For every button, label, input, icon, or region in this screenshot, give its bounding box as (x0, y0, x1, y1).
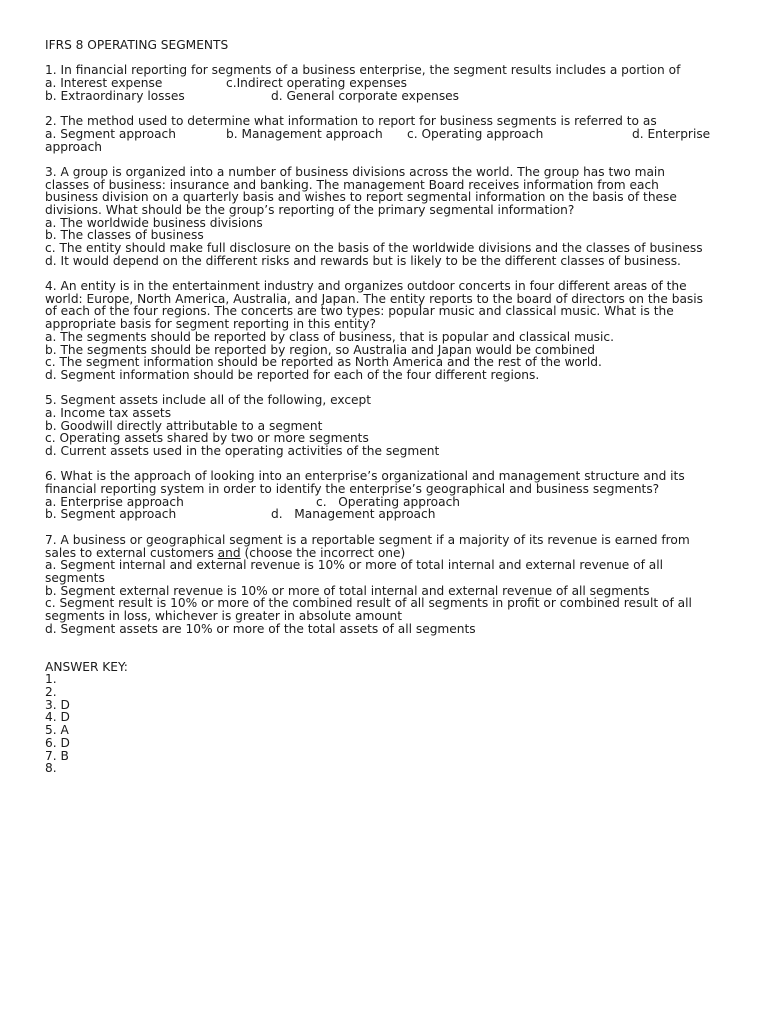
question-7-option-a-line-2: segments (45, 570, 105, 585)
question-1-options-row-1 (45, 77, 735, 90)
question-2-option-b: b. Management approach (226, 126, 383, 141)
question-3-option-b: b. The classes of business (45, 228, 204, 243)
question-4-stem-line-4: appropriate basis for segment reporting in this entity? (45, 317, 376, 332)
question-3-stem-line-3: business division on a quarterly basis and wishes to report segmental information on the basis of these (45, 190, 677, 205)
question-4-option-c: c. The segment information should be reported as North America and the rest of the world. (45, 355, 602, 370)
question-5-option-c: c. Operating assets shared by two or more segments (45, 431, 369, 446)
question-6-options-row-2 (45, 508, 735, 521)
question-2-options-row (45, 128, 735, 141)
question-2-option-c: c. Operating approach (407, 126, 544, 141)
question-1-option-d: d. General corporate expenses (271, 88, 460, 103)
question-4-stem-line-1: 4. An entity is in the entertainment industry and organizes outdoor concerts in four different areas of the (45, 279, 687, 294)
question-7-stem-line-1: 7. A business or geographical segment is a reportable segment if a majority of its revenue is earned from (45, 532, 690, 547)
answer-key-item: 5. A (45, 723, 69, 738)
question-1-option-a: a. Interest expense (45, 76, 163, 91)
answer-key-item: 7. B (45, 748, 69, 763)
question-5-option-a: a. Income tax assets (45, 405, 172, 420)
question-2-stem: 2. The method used to determine what information to report for business segments is referred to as (45, 114, 657, 129)
question-7-option-a-line-1: a. Segment internal and external revenue is 10% or more of total internal and external revenue of all (45, 558, 663, 573)
answer-key-item: 6. D (45, 735, 70, 750)
question-3-stem-line-4: divisions. What should be the group’s reporting of the primary segmental information? (45, 202, 575, 217)
question-6-option-b: b. Segment approach (45, 507, 177, 522)
question-3-option-d: d. It would depend on the different risks and rewards but is likely to be the different classes of business. (45, 253, 681, 268)
question-1-options-row-2 (45, 90, 735, 103)
question-7-stem-post: (choose the incorrect one) (240, 545, 406, 560)
answer-key-item: 3. D (45, 697, 70, 712)
question-2-option-a: a. Segment approach (45, 126, 176, 141)
question-7-stem-pre: sales to external customers (45, 545, 218, 560)
answer-key-item: 8. (45, 761, 57, 776)
question-2-option-d: d. Enterprise (632, 126, 711, 141)
question-6-option-d: d. Management approach (271, 507, 436, 522)
question-7-option-b: b. Segment external revenue is 10% or more of total internal and external revenue of all segments (45, 583, 650, 598)
question-3-option-c: c. The entity should make full disclosure on the basis of the worldwide divisions and the classes of business (45, 241, 703, 255)
question-7-option-d: d. Segment assets are 10% or more of the total assets of all segments (45, 621, 476, 636)
answer-key-item: 2. (45, 685, 57, 700)
question-6-option-a: a. Enterprise approach (45, 494, 184, 509)
question-4-option-d: d. Segment information should be reported for each of the four different regions. (45, 367, 540, 382)
question-3-stem-line-1: 3. A group is organized into a number of business divisions across the world. The group has two main (45, 164, 666, 179)
question-3-stem-line-2: classes of business: insurance and banking. The management Board receives information from each (45, 177, 659, 192)
question-6-stem-line-1: 6. What is the approach of looking into an enterprise’s organizational and management structure and its (45, 469, 685, 484)
question-4-stem-line-3: of each of the four regions. The concerts are two types: popular music and classical music. What is the (45, 304, 674, 319)
question-6-stem-line-2: financial reporting system in order to identify the enterprise’s geographical and business segments? (45, 482, 660, 497)
question-5-stem: 5. Segment assets include all of the following, except (45, 393, 372, 408)
question-1-option-c: c.Indirect operating expenses (226, 76, 407, 91)
question-5-option-b: b. Goodwill directly attributable to a segment (45, 418, 323, 433)
question-3-option-a: a. The worldwide business divisions (45, 215, 263, 230)
answer-key-item: 4. D (45, 710, 70, 725)
document-page (45, 39, 735, 775)
question-4-option-b: b. The segments should be reported by region, so Australia and Japan would be combined (45, 342, 596, 357)
question-7-stem-underlined: and (217, 545, 241, 560)
question-4-option-a: a. The segments should be reported by class of business, that is popular and classical music. (45, 329, 614, 344)
question-1-option-b: b. Extraordinary losses (45, 88, 185, 103)
answer-key-heading: ANSWER KEY: (45, 659, 128, 674)
question-6-option-c: c. Operating approach (316, 494, 461, 509)
document-title: IFRS 8 OPERATING SEGMENTS (45, 38, 229, 52)
question-7-option-c-line-1: c. Segment result is 10% or more of the combined result of all segments in profit or combined result of all (45, 596, 692, 611)
question-2-option-d-continued: approach (45, 139, 103, 154)
question-1-stem: 1. In financial reporting for segments of a business enterprise, the segment results includes a portion of (45, 63, 681, 78)
question-7-option-c-line-2: segments in loss, whichever is greater in absolute amount (45, 608, 403, 623)
question-5-option-d: d. Current assets used in the operating activities of the segment (45, 444, 440, 458)
answer-key-item: 1. (45, 672, 57, 687)
question-4-stem-line-2: world: Europe, North America, Australia, and Japan. The entity reports to the board of directors on the basis (45, 291, 703, 306)
